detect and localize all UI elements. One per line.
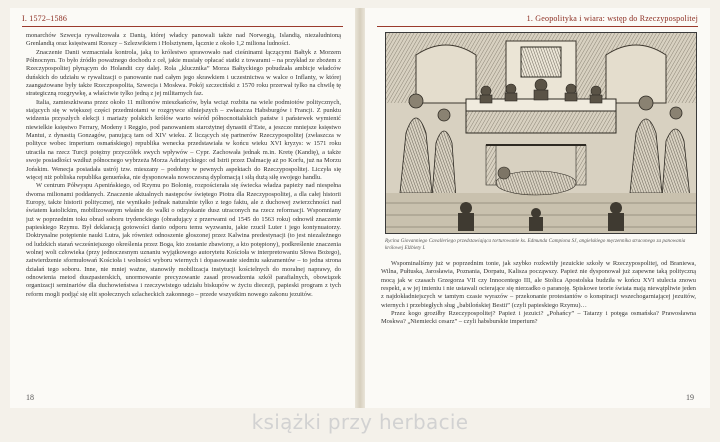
- right-body-text: [381, 260, 696, 386]
- left-page: [10, 8, 355, 408]
- right-page: [365, 8, 710, 408]
- running-head-left: I. 1572–1586: [22, 14, 68, 23]
- page-number-right: 19: [686, 393, 694, 402]
- watermark-text: książki przy herbacie: [251, 410, 469, 434]
- header-rule-left: [22, 26, 343, 27]
- left-body-text: [26, 32, 341, 378]
- running-head-right: 1. Geopolityka i wiara: wstęp do Rzeczypospolitej: [526, 14, 698, 23]
- paragraph: monarchów Szwecja rywalizowała z Danią, której władcy panowali także nad Norwegią, Islandią, niezaludnioną Grenlandią oraz księstwami Rzeszy – Szlezwikiem i Holsztynem, łącznie z około 1,2 miliona ludności.: [26, 32, 341, 48]
- paragraph: W centrum Półwyspu Apenińskiego, od Rzymu po Bolonię, rozpościerała się świecka władza papieży nad niespełna dwoma milionami poddanych. Znaczenie aktualnych następców świętego Piotra dla Rzeczypospolitej, a dla całej historii Europy, także historii politycznej, nie wynikało jednak naturalnie tylko z tego faktu, ale z duchowej zwierzchności nad światem katolickim, mobilizowanym właśnie do walki o odzyskanie dusz utraconych na rzecz reformacji. Wspomniany już w poprzednim toku obrad soboru trydenckiego (obradujący z przerwami od 1545 do 1563 roku) odnowił znaczenie papieskiego Rzymu. Był deklaracją gotowości danio odporu temu wyzwaniu, jakie rzucił Luter i jego kontynuatorzy. Doktrynalne potępienie nauki Lutra, jak również odnoszenie głoszonej przez Kalwina predestynacji (to jest niezależnego od ludzkich starań wcześniejszego określenia przez Boga, kto zostanie zbawiony, a kto potępiony), podkreślenie znaczenia wolnej woli człowieka (przy jednoczesnym uznaniu wyjątkowego autorytetu Kościoła w interpretowaniu Słowa Bożego), zatwierdzenie sformułowań Kościoła i wolności wyboru wiernych i dopasowanie siedmiu sakramentów – to jedna strona działań tego soboru. Inne, nie mniej ważne, stanowiły mobilizacja instytucji kościelnych do moralnej naprawy, do odnowienia metod duszpasterskich, unormowanie precyzowanie zasad prowadzenia szkół parafialnych, obowiązek organizacji seminariów dla duchowieństwa i rzeczywistego udziału biskupów w życiu diecezji, papieski program z tych reform mogli podjąć się elit społecznych szlacheckich zakonnego – przede wszystkim nowego zakonu jezuitów.: [26, 182, 341, 298]
- engraving-illustration: [385, 32, 697, 234]
- header-rule-right: [377, 26, 698, 27]
- paragraph: Wspominaliśmy już w poprzednim tonie, jak szybko rozkwitły jezuickie szkoły w Rzeczypospolitej, od Braniewa, Wilna, Pułtuska, Jarosławia, Poznania, Dorpatu, Kalisza począwszy. Papież nie dysponował już zapewne taką polityczną mocą jak w czasach Grzegorza VII czy Innocentego III, ale Stolica Apostolska budziła w końcu XVI stulecia znowu respekt, a w jej imieniu i nie ustawali ocierające się nierzadko o paranoję. Spiskowe teorie świata mają niewątpliwie jeden z najdokładniejszych w tamtym czasie wyrazów – przekonanie protestantów o konspiracji wszechogarniającej jezuitów, wiernych i przebiegłych sług „babilońskiej Bestii” (czyli papieskiego Rzymu)…: [381, 260, 696, 309]
- paragraph: Italia, zamieszkiwana przez około 11 milionów mieszkańców, była wciąż rozbita na wiele podmiotów politycznych, stających się w większej części przedmiotami w rozgrywce silniejszych – zwłaszcza Habsburgów i Francji. Z punktu widzenia przyszłych elekcji i mariaży polskich królów warto wśród północnoitalskich państw i państewek wymienić niewielkie księstwo Ferrary, Modeny i Reggio, pod panowaniem starożytnej dynastii d’Este, a jeszcze mniejsze księstwo Mantui, z dynastią Gonzagów, panującą tam od XIV wieku. Z liczących się partnerów Rzeczypospolitej (zwłaszcza w polityce wobec imperium osmańskiego) republika wenecka przedstawiała w końcu wieku XVI kryzys: w 1571 roku utraciła na rzecz Turcji potężny przyczółek swych wpływów – Cypr. Zachowała jednak m.in. Kretę (Kandię), a także swoje posiadłości wzdłuż północnego wybrzeża Morza Adriatyckiego: od Istrii przez Dalmację aż po Korfu, już na Morzu Jońskim. Wenecja posiadała ustrój tzw. mieszany – podobny w pewnych aspektach do Rzeczypospolitej. Liczyła się więcej niż pobliska republika genueńska, nie dysponowała nowoczesną dyplomacją i siłą dużą siłę swojego handlu.: [26, 98, 341, 181]
- illustration-caption: Rycina Giovanniego Cavalleriego przedstawiająca torturowanie ks. Edmunda Campiona SJ, angielskiego męczennika straconego za panowania królowej Elżbiety I.: [385, 238, 686, 251]
- book-gutter: [355, 8, 365, 408]
- page-number-left: 18: [26, 393, 34, 402]
- paragraph: Przez kogo groziłby Rzeczypospolitej? Papież i jezuici? „Pohańcy” – Tatarzy i potęga osmańska? Prawosławna Moskwa? „Niemiecki cesarz” – czyli habsburskie imperium?: [381, 310, 696, 326]
- paragraph: Znaczenie Danii wzmacniała kontrola, jaką to królestwo sprawowało nad cieśninami łączącymi Bałtyk z Morzem Północnym. To było źródło poważnego dochodu z ceł, jakie musiały opłacać statki z towarami – na przykład ze zbożem z Rzeczypospolitej płynącym do Holandii czy dalej. Rola „klucznika” Morza Bałtyckiego pobudzała ambicje władców duńskich do udziału w rywalizacji o panowanie nad całym jego skrawkiem i uczestnictwa w walce o Inflanty, w której zaangażowane były także Rzeczpospolita, Szwecja i Moskwa. Pokój szczeciński z 1570 roku przerwał tylko na chwilę tę strategiczną rozgrywkę, a właściwie tylko jedną z jej militarnych faz.: [26, 48, 341, 98]
